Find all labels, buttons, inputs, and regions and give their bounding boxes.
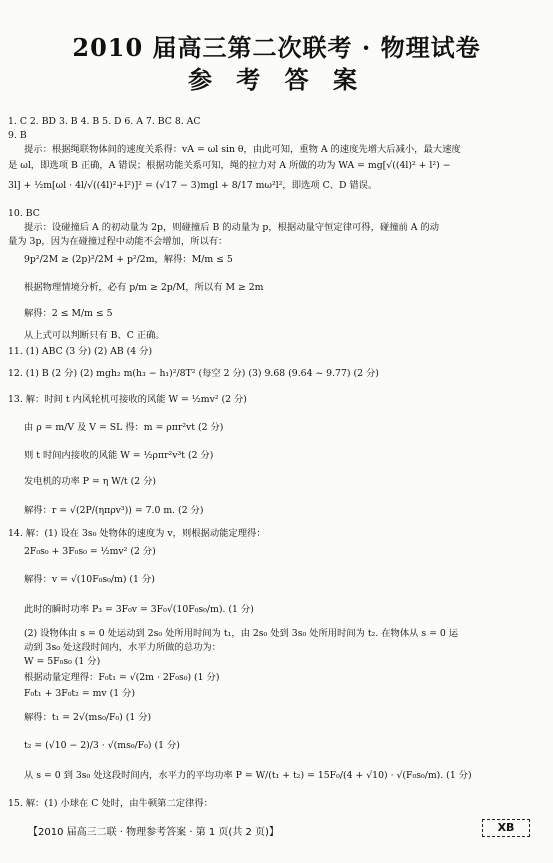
q14-line: 从 s = 0 到 3s₀ 处这段时间内，水平力的平均功率 P = W/(t₁ + t₂) = 15F₀/(4 + √10) · √(F₀s₀/m). (1 分) (24, 770, 472, 781)
q14-line: 2F₀s₀ + 3F₀s₀ = ½mv² (2 分) (24, 546, 156, 557)
q10-hint-line: 量为 3p，因为在碰撞过程中动能不会增加，所以有： (8, 236, 228, 247)
edition-badge: XB (482, 819, 530, 837)
q14-line: 此时的瞬时功率 P₃ = 3F₀v = 3F₀√(10F₀s₀/m). (1 分) (24, 604, 254, 615)
mc-answers: 1. C 2. BD 3. B 4. B 5. D 6. A 7. BC 8. AC (8, 116, 201, 127)
q11-answer: 11. (1) ABC (3 分) (2) AB (4 分) (8, 346, 153, 357)
q10-equation: 9p²/2M ≥ (2p)²/2M + p²/2m，解得：M/m ≤ 5 (24, 254, 233, 265)
q14-line: 动到 3s₀ 处这段时间内，水平力所做的总功为： (24, 642, 221, 653)
q14-line: 解得：t₁ = 2√(ms₀/F₀) (1 分) (24, 712, 152, 723)
q13-line: 13. 解：时间 t 内风轮机可接收的风能 W = ½mv² (2 分) (8, 394, 247, 405)
q9-answer: 9. B (8, 130, 27, 141)
q15-line: 15. 解：(1) 小球在 C 处时，由牛顿第二定律得： (8, 798, 213, 809)
q9-hint-line: 提示：根据绳联物体间的速度关系得：vA = ωl sin θ，由此可知，重物 A 的速度先增大后减小，最大速度 (24, 144, 461, 155)
q14-line: 14. 解：(1) 设在 3s₀ 处物体的速度为 v，则根据动能定理得： (8, 528, 266, 539)
q13-line: 解得：r = √(2P/(ηπρv³)) = 7.0 m. (2 分) (24, 505, 204, 516)
q10-answer: 10. BC (8, 208, 40, 219)
q14-line: F₀t₁ + 3F₀t₂ = mv (1 分) (24, 688, 136, 699)
page-footer: 【2010 届高三二联 · 物理参考答案 · 第 1 页(共 2 页)】 (28, 827, 279, 838)
page-title: 2010 届高三第二次联考 · 物理试卷 (72, 33, 481, 62)
q9-hint-line: 是 ωl，即选项 B 正确，A 错误；根据功能关系可知，绳的拉力对 A 所做的功为 WA = mg[√((4l)² + l²) − (8, 160, 451, 171)
q13-line: 则 t 时间内接收的风能 W = ½ρπr²v³t (2 分) (24, 450, 214, 461)
q10-hint-line: 提示：设碰撞后 A 的初动量为 2p，则碰撞后 B 的动量为 p，根据动量守恒定律可得，碰撞前 A 的动 (24, 222, 440, 233)
q10-conclusion: 从上式可以判断只有 B、C 正确。 (24, 330, 165, 341)
q14-line: W = 5F₀s₀ (1 分) (24, 656, 101, 667)
page-subtitle: 参 考 答 案 (187, 65, 366, 94)
q10-hint-line: 根据物理情境分析，必有 p/m ≥ 2p/M，所以有 M ≥ 2m (24, 282, 264, 293)
q14-line: 解得：v = √(10F₀s₀/m) (1 分) (24, 574, 155, 585)
q12-answer: 12. (1) B (2 分) (2) mgh₂ m(h₃ − h₁)²/8T² (每空 2 分) (3) 9.68 (9.64 ~ 9.77) (2 分) (8, 368, 379, 379)
q13-line: 由 ρ = m/V 及 V = SL 得：m = ρπr²vt (2 分) (24, 422, 224, 433)
q14-line: (2) 设物体由 s = 0 处运动到 2s₀ 处所用时间为 t₁，由 2s₀ 处到 3s₀ 处所用时间为 t₂. 在物体从 s = 0 运 (24, 628, 459, 639)
q9-hint-line: 3l] + ½m[ωl · 4l/√((4l)²+l²)]² = (√17 − 3)mgl + 8/17 mω²l²，即选项 C、D 错误。 (8, 180, 378, 191)
q10-result: 解得：2 ≤ M/m ≤ 5 (24, 308, 113, 319)
q14-line: 根据动量定理得：F₀t₁ = √(2m · 2F₀s₀) (1 分) (24, 672, 220, 683)
q14-line: t₂ = (√10 − 2)/3 · √(ms₀/F₀) (1 分) (24, 740, 180, 751)
q13-line: 发电机的功率 P = η W/t (2 分) (24, 476, 157, 487)
